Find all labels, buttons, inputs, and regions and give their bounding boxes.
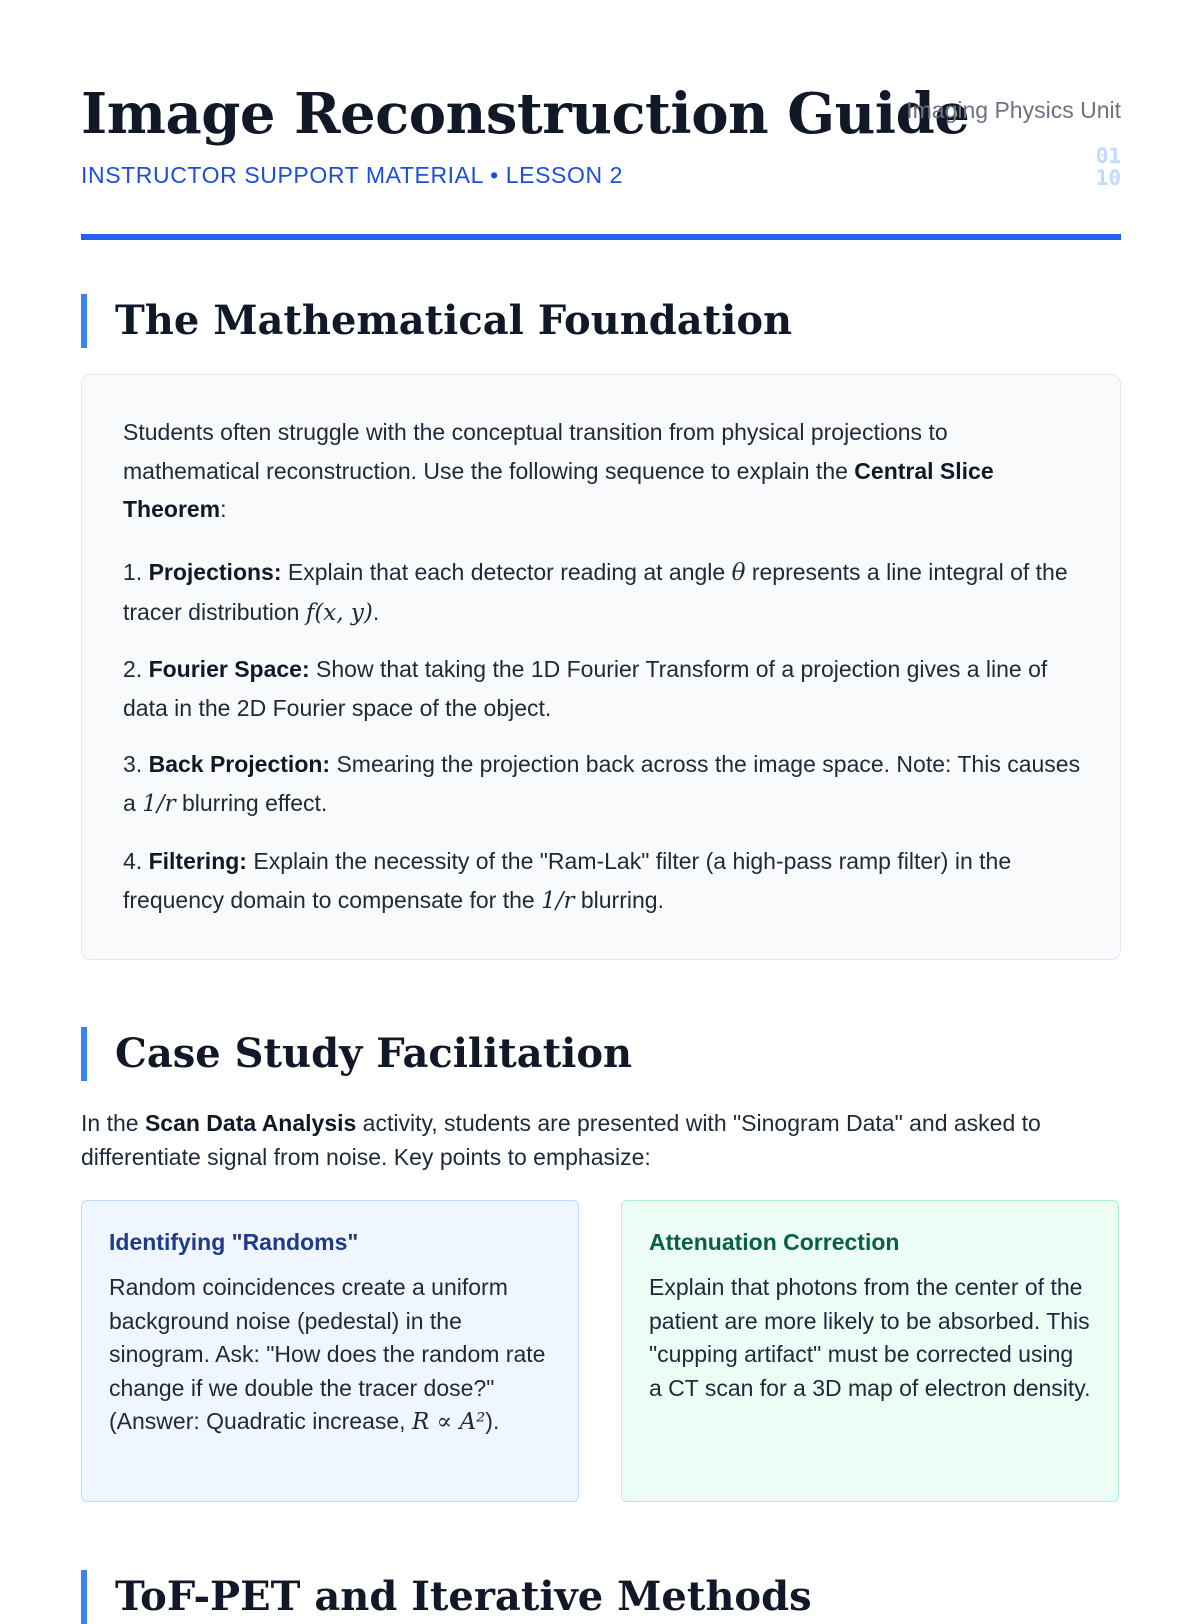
section-heading-foundation: The Mathematical Foundation bbox=[81, 294, 792, 348]
step-text: Show that taking the 1D Fourier Transform of a projection gives a line of data in the 2D Fourier space of the object. bbox=[123, 656, 1048, 721]
intro-strong: Central Slice Theorem bbox=[123, 457, 994, 522]
card-body-end: ). bbox=[485, 1408, 500, 1434]
step-number: 2. bbox=[123, 656, 143, 682]
step-text: Explain that each detector reading at angle bbox=[281, 559, 732, 585]
step-text: blurring. bbox=[574, 886, 664, 913]
binary-logo-bottom: 10 bbox=[1095, 166, 1121, 190]
section-heading-tof-pet: ToF-PET and Iterative Methods bbox=[81, 1570, 812, 1624]
step-filtering bbox=[123, 842, 1083, 920]
document-header bbox=[81, 0, 1121, 242]
step-number: 4. bbox=[123, 848, 143, 874]
step-projections bbox=[123, 553, 1083, 632]
step-fourier-space bbox=[123, 650, 1083, 727]
document-page bbox=[81, 0, 1121, 1620]
card-body: Random coincidences create a uniform background noise (pedestal) in the sinogram. Ask: "How does the random rate change if we double the tracer dose?" (Answer: Quadratic increase, bbox=[109, 1274, 546, 1434]
step-title: Back Projection: bbox=[148, 751, 331, 777]
step-text: blurring effect. bbox=[175, 789, 328, 816]
intro-text: Students often struggle with the conceptual transition from physical projections to mathematical reconstruction. Use the following sequence to explain the bbox=[123, 419, 948, 484]
card-title: Attenuation Correction bbox=[649, 1229, 900, 1255]
step-text: represents a line integral of the tracer distribution bbox=[123, 559, 1068, 625]
step-text: . bbox=[372, 598, 380, 625]
card-attenuation bbox=[621, 1200, 1119, 1502]
step-text: Smearing the projection back across the image space. Note: This causes a bbox=[123, 751, 1081, 816]
step-title: Filtering: bbox=[148, 848, 247, 874]
math-one-over-r: 1/r bbox=[142, 790, 176, 817]
card-text: Explain that photons from the center of the patient are more likely to be absorbed. This "cupping artifact" must be corrected using a CT scan for a 3D map of electron density. bbox=[649, 1274, 1091, 1401]
intro-text: activity, students are presented with "Sinogram Data" and asked to differentiate signal from noise. Key points to emphasize: bbox=[81, 1110, 1041, 1170]
step-number: 1. bbox=[123, 559, 143, 585]
case-study-intro bbox=[81, 1106, 1121, 1174]
page-subtitle: INSTRUCTOR SUPPORT MATERIAL • LESSON 2 bbox=[81, 162, 624, 188]
math-one-over-r: 1/r bbox=[541, 887, 575, 914]
foundation-box bbox=[81, 374, 1121, 960]
step-back-projection bbox=[123, 745, 1083, 823]
step-number: 3. bbox=[123, 751, 143, 777]
page-title: Image Reconstruction Guide bbox=[81, 81, 970, 147]
foundation-intro bbox=[123, 413, 1083, 529]
step-title: Projections: bbox=[148, 559, 282, 585]
unit-label: Imaging Physics Unit bbox=[906, 97, 1121, 123]
intro-end: : bbox=[220, 496, 227, 522]
card-randoms bbox=[81, 1200, 579, 1502]
step-title: Fourier Space: bbox=[148, 656, 310, 682]
header-divider bbox=[81, 234, 1121, 240]
card-text bbox=[109, 1271, 551, 1440]
math-proportional: R ∝ A² bbox=[411, 1409, 486, 1435]
binary-logo-top: 01 bbox=[1095, 144, 1121, 168]
section-heading-case-study: Case Study Facilitation bbox=[81, 1027, 632, 1081]
math-theta: θ bbox=[731, 560, 746, 586]
intro-strong: Scan Data Analysis bbox=[144, 1110, 357, 1136]
math-function: f(x, y) bbox=[305, 599, 373, 626]
binary-logo-icon bbox=[1096, 145, 1121, 189]
card-title: Identifying "Randoms" bbox=[109, 1229, 359, 1255]
step-text: Explain the necessity of the "Ram-Lak" filter (a high-pass ramp filter) in the frequency domain to compensate for the bbox=[123, 848, 1012, 913]
intro-text: In the bbox=[81, 1110, 145, 1136]
